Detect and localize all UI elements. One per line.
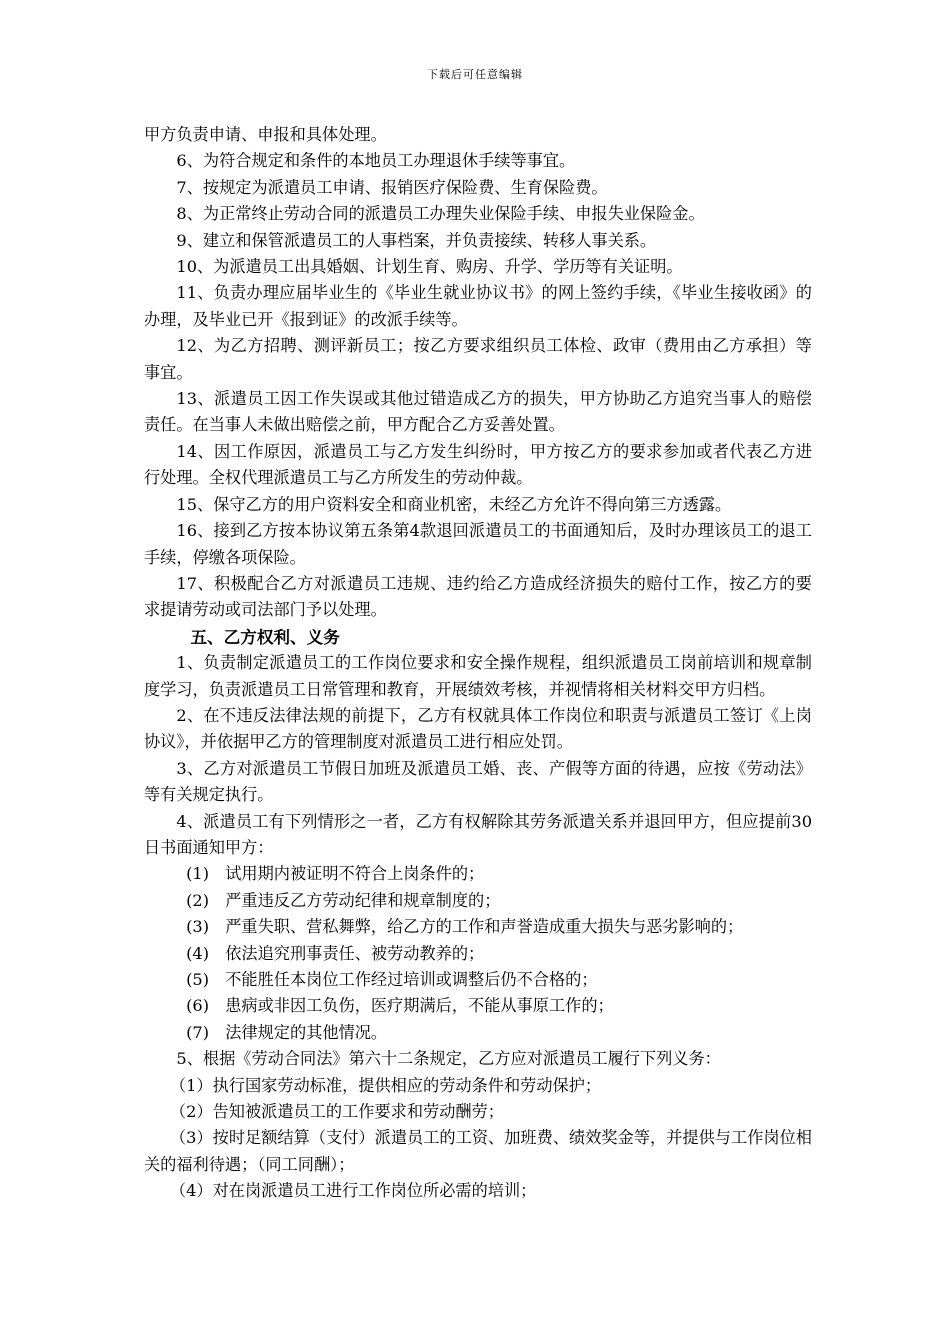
paragraph: 7、按规定为派遣员工申请、报销医疗保险费、生育保险费。 [176, 177, 608, 197]
list-item: (2) 严重违反乙方劳动纪律和规章制度的； [186, 890, 501, 910]
paragraph: 15、保守乙方的用户资料安全和商业机密，未经乙方允许不得向第三方透露。 [176, 494, 732, 514]
paragraph: 17、积极配合乙方对派遣员工违规、违约给乙方造成经济损失的赔付工作，按乙方的要求提请劳动或司法部门予以处理。 [144, 573, 812, 620]
list-item: (5) 不能胜任本岗位工作经过培训或调整后仍不合格的； [186, 970, 598, 989]
paragraph: 12、为乙方招聘、测评新员工；按乙方要求组织员工体检、政审（费用由乙方承担）等事宜。 [144, 336, 812, 382]
list-item: (4) 依法追究刑事责任、被劳动教养的； [186, 943, 485, 963]
paragraph: 6、为符合规定和条件的本地员工办理退休手续等事宜。 [176, 151, 576, 171]
list-item: (1) 试用期内被证明不符合上岗条件的； [186, 864, 485, 884]
paragraph: 14、因工作原因，派遣员工与乙方发生纠纷时，甲方按乙方的要求参加或者代表乙方进行处理。全权代理派遣员工与乙方所发生的劳动仲裁。 [144, 441, 812, 488]
paragraph: 10、为派遣员工出具婚姻、计划生育、购房、升学、学历等有关证明。 [176, 257, 683, 277]
paragraph: 13、派遣员工因工作失误或其他过错造成乙方的损失，甲方协助乙方追究当事人的赔偿责任。在当事人未做出赔偿之前，甲方配合乙方妥善处置。 [144, 389, 812, 435]
duty-item: （4）对在岗派遣员工进行工作岗位所必需的培训； [169, 1181, 537, 1201]
duty-item: （3）按时足额结算（支付）派遣员工的工资、加班费、绩效奖金等，并提供与工作岗位相关的福利待遇；（同工同酬）； [144, 1128, 812, 1174]
paragraph: 2、在不违反法律法规的前提下，乙方有权就具体工作岗位和职责与派遣员工签订《上岗协议》，并依据甲乙方的管理制度对派遣员工进行相应处罚。 [144, 705, 812, 752]
paragraph: 甲方负责申请、申报和具体处理。 [144, 125, 387, 144]
paragraph: 4、派遣员工有下列情形之一者，乙方有权解除其劳务派遣关系并退回甲方，但应提前30日书面通知甲方： [144, 811, 812, 857]
paragraph: 5、根据《劳动合同法》第六十二条规定，乙方应对派遣员工履行下列义务： [176, 1049, 721, 1069]
paragraph: 1、负责制定派遣员工的工作岗位要求和安全操作规程，组织派遣员工岗前培训和规章制度学习，负责派遣员工日常管理和教育，开展绩效考核，并视情将相关材料交甲方归档。 [144, 653, 812, 699]
paragraph: 8、为正常终止劳动合同的派遣员工办理失业保险手续、申报失业保险金。 [176, 204, 705, 224]
list-item: (6) 患病或非因工负伤，医疗期满后，不能从事原工作的； [186, 996, 614, 1016]
paragraph: 3、乙方对派遣员工节假日加班及派遣员工婚、丧、产假等方面的待遇，应按《劳动法》等有关规定执行。 [144, 758, 812, 805]
list-item: (7) 法律规定的其他情况。 [186, 1022, 388, 1042]
page-header: 下载后可任意编辑 [427, 68, 523, 81]
section-heading: 五、乙方权利、义务 [190, 626, 340, 647]
list-item: (3) 严重失职、营私舞弊，给乙方的工作和声誉造成重大损失与恶劣影响的； [186, 917, 744, 937]
duty-item: （2）告知被派遣员工的工作要求和劳动酬劳； [169, 1102, 504, 1122]
document-body [144, 122, 812, 1205]
duty-item: （1）执行国家劳动标准，提供相应的劳动条件和劳动保护； [169, 1075, 602, 1095]
paragraph: 11、负责办理应届毕业生的《毕业生就业协议书》的网上签约手续，《毕业生接收函》的办理，及毕业已开《报到证》的改派手续等。 [144, 283, 812, 329]
paragraph: 16、接到乙方按本协议第五条第4款退回派遣员工的书面通知后，及时办理该员工的退工手续，停缴各项保险。 [144, 521, 812, 567]
paragraph: 9、建立和保管派遣员工的人事档案，并负责接续、转移人事关系。 [176, 230, 657, 250]
